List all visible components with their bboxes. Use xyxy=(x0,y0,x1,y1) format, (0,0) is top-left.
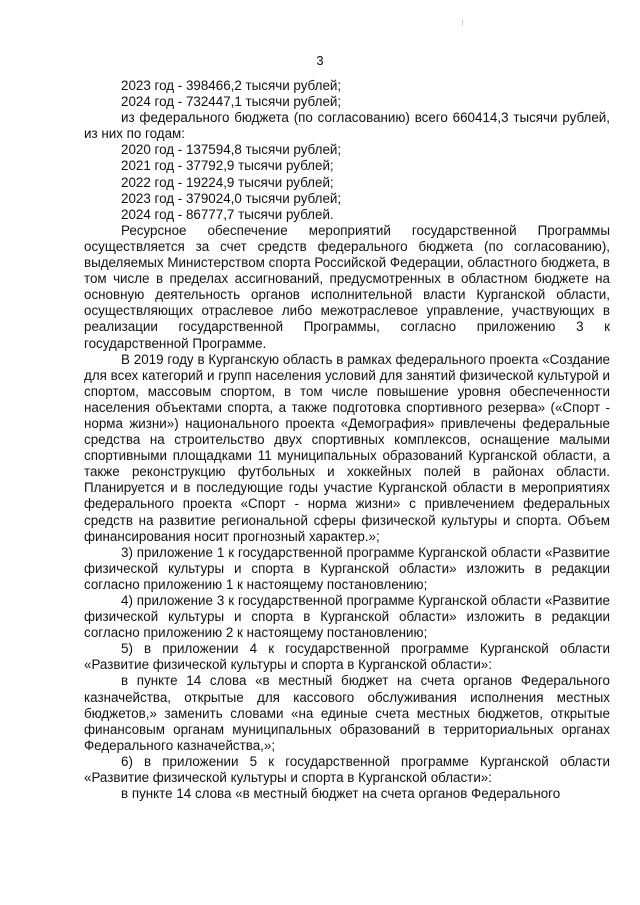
federal-year-2023: 2023 год - 379024,0 тысячи рублей; xyxy=(121,190,342,206)
item-5-point-14-paragraph: в пункте 14 слова «в местный бюджет на счета органов Федерального казначейства, открытые для кассового обслуживания исполнения местных бюджетов,» заменить словами «на единые счета местных бюджетов, открытые финансовым органам муниципальных образований в территориальных органах Федерального казначейства,»; xyxy=(84,673,610,753)
federal-year-2021: 2021 год - 37792,9 тысячи рублей; xyxy=(121,158,334,174)
federal-year-2022: 2022 год - 19224,9 тысячи рублей; xyxy=(121,174,334,190)
regional-year-2023: 2023 год - 398466,2 тысячи рублей; xyxy=(121,78,342,93)
item-3-paragraph: 3) приложение 1 к государственной программе Курганской области «Развитие физической культуры и спорта в Курганской области» изложить в редакции согласно приложению 1 к настоящему постановлению; xyxy=(84,544,610,592)
resource-paragraph: Ресурсное обеспечение мероприятий государственной Программы осуществляется за счет средств федерального бюджета (по согласованию), выделяемых Министерством спорта Российской Федерации, областного бюджета, в том числе в пределах ассигнований, предусмотренных в областном бюджете на основную деятельность органов исполнительной власти Курганской области, осуществляющих отраслевое либо межотраслевое управление, участвующих в реализации государственной Программы, согласно приложению 3 к государственной Программе. xyxy=(84,222,610,351)
federal-budget-intro: из федерального бюджета (по согласованию) всего 660414,3 тысячи рублей, из них по годам: xyxy=(84,110,610,142)
item-5-paragraph: 5) в приложении 4 к государственной программе Курганской области «Развитие физической культуры и спорта в Курганской области»: xyxy=(84,641,610,673)
item-6-paragraph: 6) в приложении 5 к государственной программе Курганской области «Развитие физической культуры и спорта в Курганской области»: xyxy=(84,753,610,786)
regional-year-2024: 2024 год - 732447,1 тысячи рублей; xyxy=(121,94,342,110)
federal-year-2020: 2020 год - 137594,8 тысячи рублей; xyxy=(121,142,342,158)
item-4-paragraph: 4) приложение 3 к государственной программе Курганской области «Развитие физической культуры и спорта в Курганской области» изложить в редакции согласно приложению 2 к настоящему постановлению; xyxy=(84,593,610,641)
page-number: 3 xyxy=(316,53,324,68)
year-2019-paragraph: В 2019 году в Курганскую область в рамках федерального проекта «Создание для всех категорий и групп населения условий для занятий физической культурой и спортом, массовым спортом, в том числе повышение уровня обеспеченности населения объектами спорта, а также подготовка спортивного резерва» («Спорт - норма жизни») национального проекта «Демография» привлечены федеральные средства на строительство двух спортивных комплексов, оснащение малыми спортивными площадками 11 муниципальных образований Курганской области, а также реконструкцию футбольных и хоккейных полей в районах области. Планируется и в последующие годы участие Курганской области в мероприятиях федерального проекта «Спорт - норма жизни» с привлечением федеральных средств на развитие региональной сферы физической культуры и спорта. Объем финансирования носит прогнозный характер.»; xyxy=(84,351,610,544)
document-body xyxy=(84,78,610,802)
federal-year-2024: 2024 год - 86777,7 тысячи рублей. xyxy=(121,206,334,222)
scan-mark: ⁝ xyxy=(461,18,464,28)
item-6-point-14-paragraph: в пункте 14 слова «в местный бюджет на счета органов Федерального xyxy=(121,786,561,802)
